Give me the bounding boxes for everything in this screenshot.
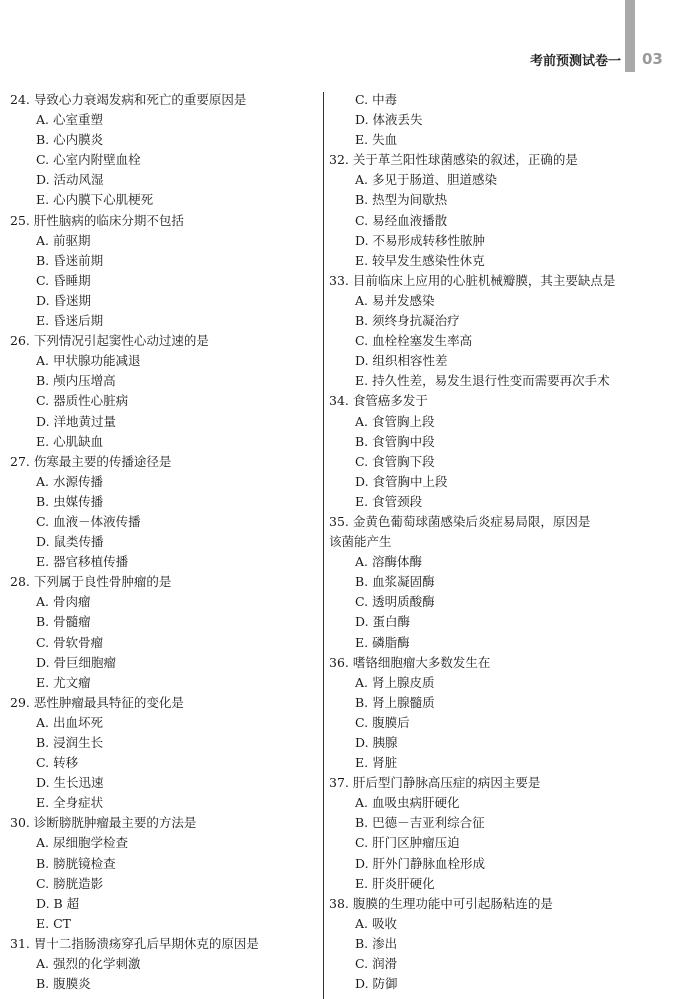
answer-option: C. 血液－体液传播 (36, 513, 141, 529)
answer-option: B. 食管胸中段 (355, 433, 435, 449)
right-column (329, 90, 669, 994)
answer-option: D. 鼠类传播 (36, 534, 104, 550)
question-number: 31. (10, 935, 30, 951)
question-text: 伤寒最主要的传播途径是 (33, 453, 172, 469)
question-number: 29. (10, 694, 30, 710)
answer-option: D. 活动风湿 (36, 172, 104, 188)
question-number: 35. (329, 513, 349, 529)
header-bar (625, 0, 635, 72)
question-28 (10, 572, 318, 693)
question-33 (329, 271, 669, 392)
question-number: 27. (10, 453, 30, 469)
answer-option: A. 水源传播 (36, 473, 103, 489)
question-29 (10, 693, 318, 814)
answer-option: D. 洋地黄过量 (36, 413, 117, 429)
left-column (10, 90, 318, 994)
answer-option: A. 多见于肠道、胆道感染 (355, 172, 497, 188)
answer-option: D. 不易形成转移性脓肿 (355, 232, 486, 248)
question-37 (329, 773, 669, 894)
answer-option: C. 昏睡期 (36, 272, 91, 288)
answer-option: C. 血栓栓塞发生率高 (355, 333, 473, 349)
answer-option: B. 肾上腺髓质 (355, 694, 435, 710)
question-24 (10, 90, 318, 211)
question-26 (10, 331, 318, 452)
answer-option: B. 浸润生长 (36, 735, 104, 750)
question-stem (10, 572, 318, 592)
answer-option: D. 体液丢失 (355, 112, 423, 128)
answer-option: C. 透明质酸酶 (355, 594, 435, 610)
question-number: 24. (10, 92, 30, 107)
question-number: 28. (10, 574, 30, 590)
question-number: 25. (10, 212, 30, 228)
answer-option: C. 膀胱造影 (36, 875, 104, 891)
question-number: 32. (329, 152, 349, 168)
answer-option: E. 全身症状 (36, 795, 104, 811)
question-text: 胃十二指肠溃疡穿孔后早期休克的原因是 (33, 935, 259, 951)
column-divider (323, 92, 324, 999)
question-36 (329, 653, 669, 774)
question-text: 关于革兰阳性球菌感染的叙述，正确的是 (352, 152, 578, 168)
question-text: 恶性肿瘤最具特征的变化是 (33, 694, 184, 710)
answer-option: C. 食管胸下段 (355, 453, 435, 469)
question-stem (10, 211, 318, 231)
answer-option: A. 溶酶体酶 (355, 554, 422, 570)
answer-option: B. 腹膜炎 (36, 976, 91, 992)
page-header (0, 0, 683, 80)
answer-option: E. 心肌缺血 (36, 433, 104, 449)
question-stem (10, 331, 318, 351)
answer-option: D. 生长迅速 (36, 775, 104, 791)
answer-option: E. CT (36, 915, 71, 931)
question-25 (10, 211, 318, 332)
answer-option: A. 强烈的化学刺激 (36, 956, 141, 972)
answer-option: A. 食管胸上段 (355, 413, 435, 429)
answer-option: A. 心室重塑 (36, 112, 103, 128)
answer-option: B. 虫媒传播 (36, 493, 104, 509)
page-number: 03 (642, 50, 663, 68)
answer-option: B. 骨髓瘤 (36, 614, 91, 630)
question-stem (329, 773, 669, 793)
question-38 (329, 894, 669, 994)
answer-option: C. 转移 (36, 755, 79, 771)
question-text: 下列情况引起窦性心动过速的是 (33, 333, 209, 349)
answer-option: A. 骨肉瘤 (36, 594, 91, 610)
answer-option: E. 失血 (355, 132, 398, 148)
answer-option: D. 防御 (355, 976, 398, 992)
answer-option: B. 热型为间歇热 (355, 192, 448, 208)
question-text-continued: 该菌能产生 (329, 534, 392, 550)
answer-option: D. B 超 (36, 895, 80, 911)
answer-option: E. 磷脂酶 (355, 634, 410, 650)
question-32 (329, 150, 669, 271)
answer-option: C. 心室内附壁血栓 (36, 152, 141, 168)
question-text: 肝后型门静脉高压症的病因主要是 (352, 775, 541, 791)
question-stem (10, 90, 318, 110)
question-text: 腹膜的生理功能中可引起肠粘连的是 (352, 895, 553, 911)
answer-option: A. 血吸虫病肝硬化 (355, 795, 460, 811)
answer-option: D. 昏迷期 (36, 292, 92, 308)
question-stem (10, 452, 318, 472)
question-number: 37. (329, 775, 349, 791)
answer-option: B. 颅内压增高 (36, 373, 116, 389)
answer-option: B. 昏迷前期 (36, 252, 104, 268)
answer-option: C. 中毒 (355, 92, 398, 107)
answer-option: C. 润滑 (355, 956, 398, 972)
answer-option: A. 肾上腺皮质 (355, 674, 435, 690)
answer-option: A. 前驱期 (36, 232, 91, 248)
question-text: 目前临床上应用的心脏机械瓣膜，其主要缺点是 (352, 272, 616, 288)
answer-option: D. 骨巨细胞瘤 (36, 654, 117, 670)
answer-option: B. 膀胱镜检查 (36, 855, 116, 871)
answer-option: A. 尿细胞学检查 (36, 835, 128, 851)
answer-option: E. 较早发生感染性休克 (355, 252, 485, 268)
question-stem (329, 150, 669, 170)
answer-option: D. 组织相容性差 (355, 353, 448, 369)
question-text: 诊断膀胱肿瘤最主要的方法是 (33, 815, 197, 831)
answer-option: E. 食管颈段 (355, 493, 423, 509)
answer-option: D. 食管胸中上段 (355, 473, 448, 489)
answer-option: E. 持久性差，易发生退行性变而需要再次手术 (355, 373, 610, 389)
question-number: 33. (329, 272, 349, 288)
question-34 (329, 391, 669, 512)
answer-option: D. 肝外门静脉血栓形成 (355, 855, 486, 871)
answer-option: B. 巴德－吉亚利综合征 (355, 815, 485, 831)
question-text: 导致心力衰竭发病和死亡的重要原因是 (33, 92, 247, 107)
question-stem (10, 813, 318, 833)
answer-option: B. 心内膜炎 (36, 132, 104, 148)
question-text: 金黄色葡萄球菌感染后炎症易局限，原因是 (352, 513, 591, 529)
answer-option: E. 尤文瘤 (36, 674, 91, 690)
answer-option: A. 易并发感染 (355, 292, 435, 308)
question-text: 嗜铬细胞瘤大多数发生在 (352, 654, 491, 670)
answer-option: B. 血浆凝固酶 (355, 574, 435, 590)
question-stem (329, 512, 669, 532)
answer-option: A. 吸收 (355, 915, 397, 931)
answer-option: A. 出血坏死 (36, 714, 103, 730)
answer-option: E. 昏迷后期 (36, 313, 104, 329)
question-text: 食管癌多发于 (352, 393, 428, 409)
question-27 (10, 452, 318, 573)
answer-option: C. 腹膜后 (355, 714, 410, 730)
question-number: 36. (329, 654, 349, 670)
question-text: 下列属于良性骨肿瘤的是 (33, 574, 172, 590)
question-35 (329, 512, 669, 653)
question-number: 38. (329, 895, 349, 911)
question-stem (10, 934, 318, 954)
question-text: 肝性脑病的临床分期不包括 (33, 212, 184, 228)
question-stem (329, 653, 669, 673)
question-31 (10, 934, 318, 994)
question-stem (329, 271, 669, 291)
answer-option: B. 须终身抗凝治疗 (355, 313, 460, 329)
question-stem (10, 693, 318, 713)
question-stem (329, 391, 669, 411)
question-number: 26. (10, 333, 30, 349)
answer-option: D. 胰腺 (355, 735, 398, 750)
answer-option: C. 骨软骨瘤 (36, 634, 104, 650)
answer-option: B. 渗出 (355, 935, 398, 951)
answer-option: E. 肝炎肝硬化 (355, 875, 435, 891)
answer-option: C. 器质性心脏病 (36, 393, 129, 409)
answer-option: E. 肾脏 (355, 755, 398, 771)
header-title: 考前预测试卷一 (529, 54, 621, 69)
question-number: 30. (10, 815, 30, 831)
answer-option: A. 甲状腺功能减退 (36, 353, 141, 369)
answer-option: E. 心内膜下心肌梗死 (36, 192, 154, 208)
question-stem (329, 894, 669, 914)
question-number: 34. (329, 393, 349, 409)
question-30 (10, 813, 318, 934)
answer-option: E. 器官移植传播 (36, 554, 129, 570)
answer-option: D. 蛋白酶 (355, 614, 411, 630)
answer-option: C. 肝门区肿瘤压迫 (355, 835, 460, 851)
answer-option: C. 易经血液播散 (355, 212, 448, 228)
